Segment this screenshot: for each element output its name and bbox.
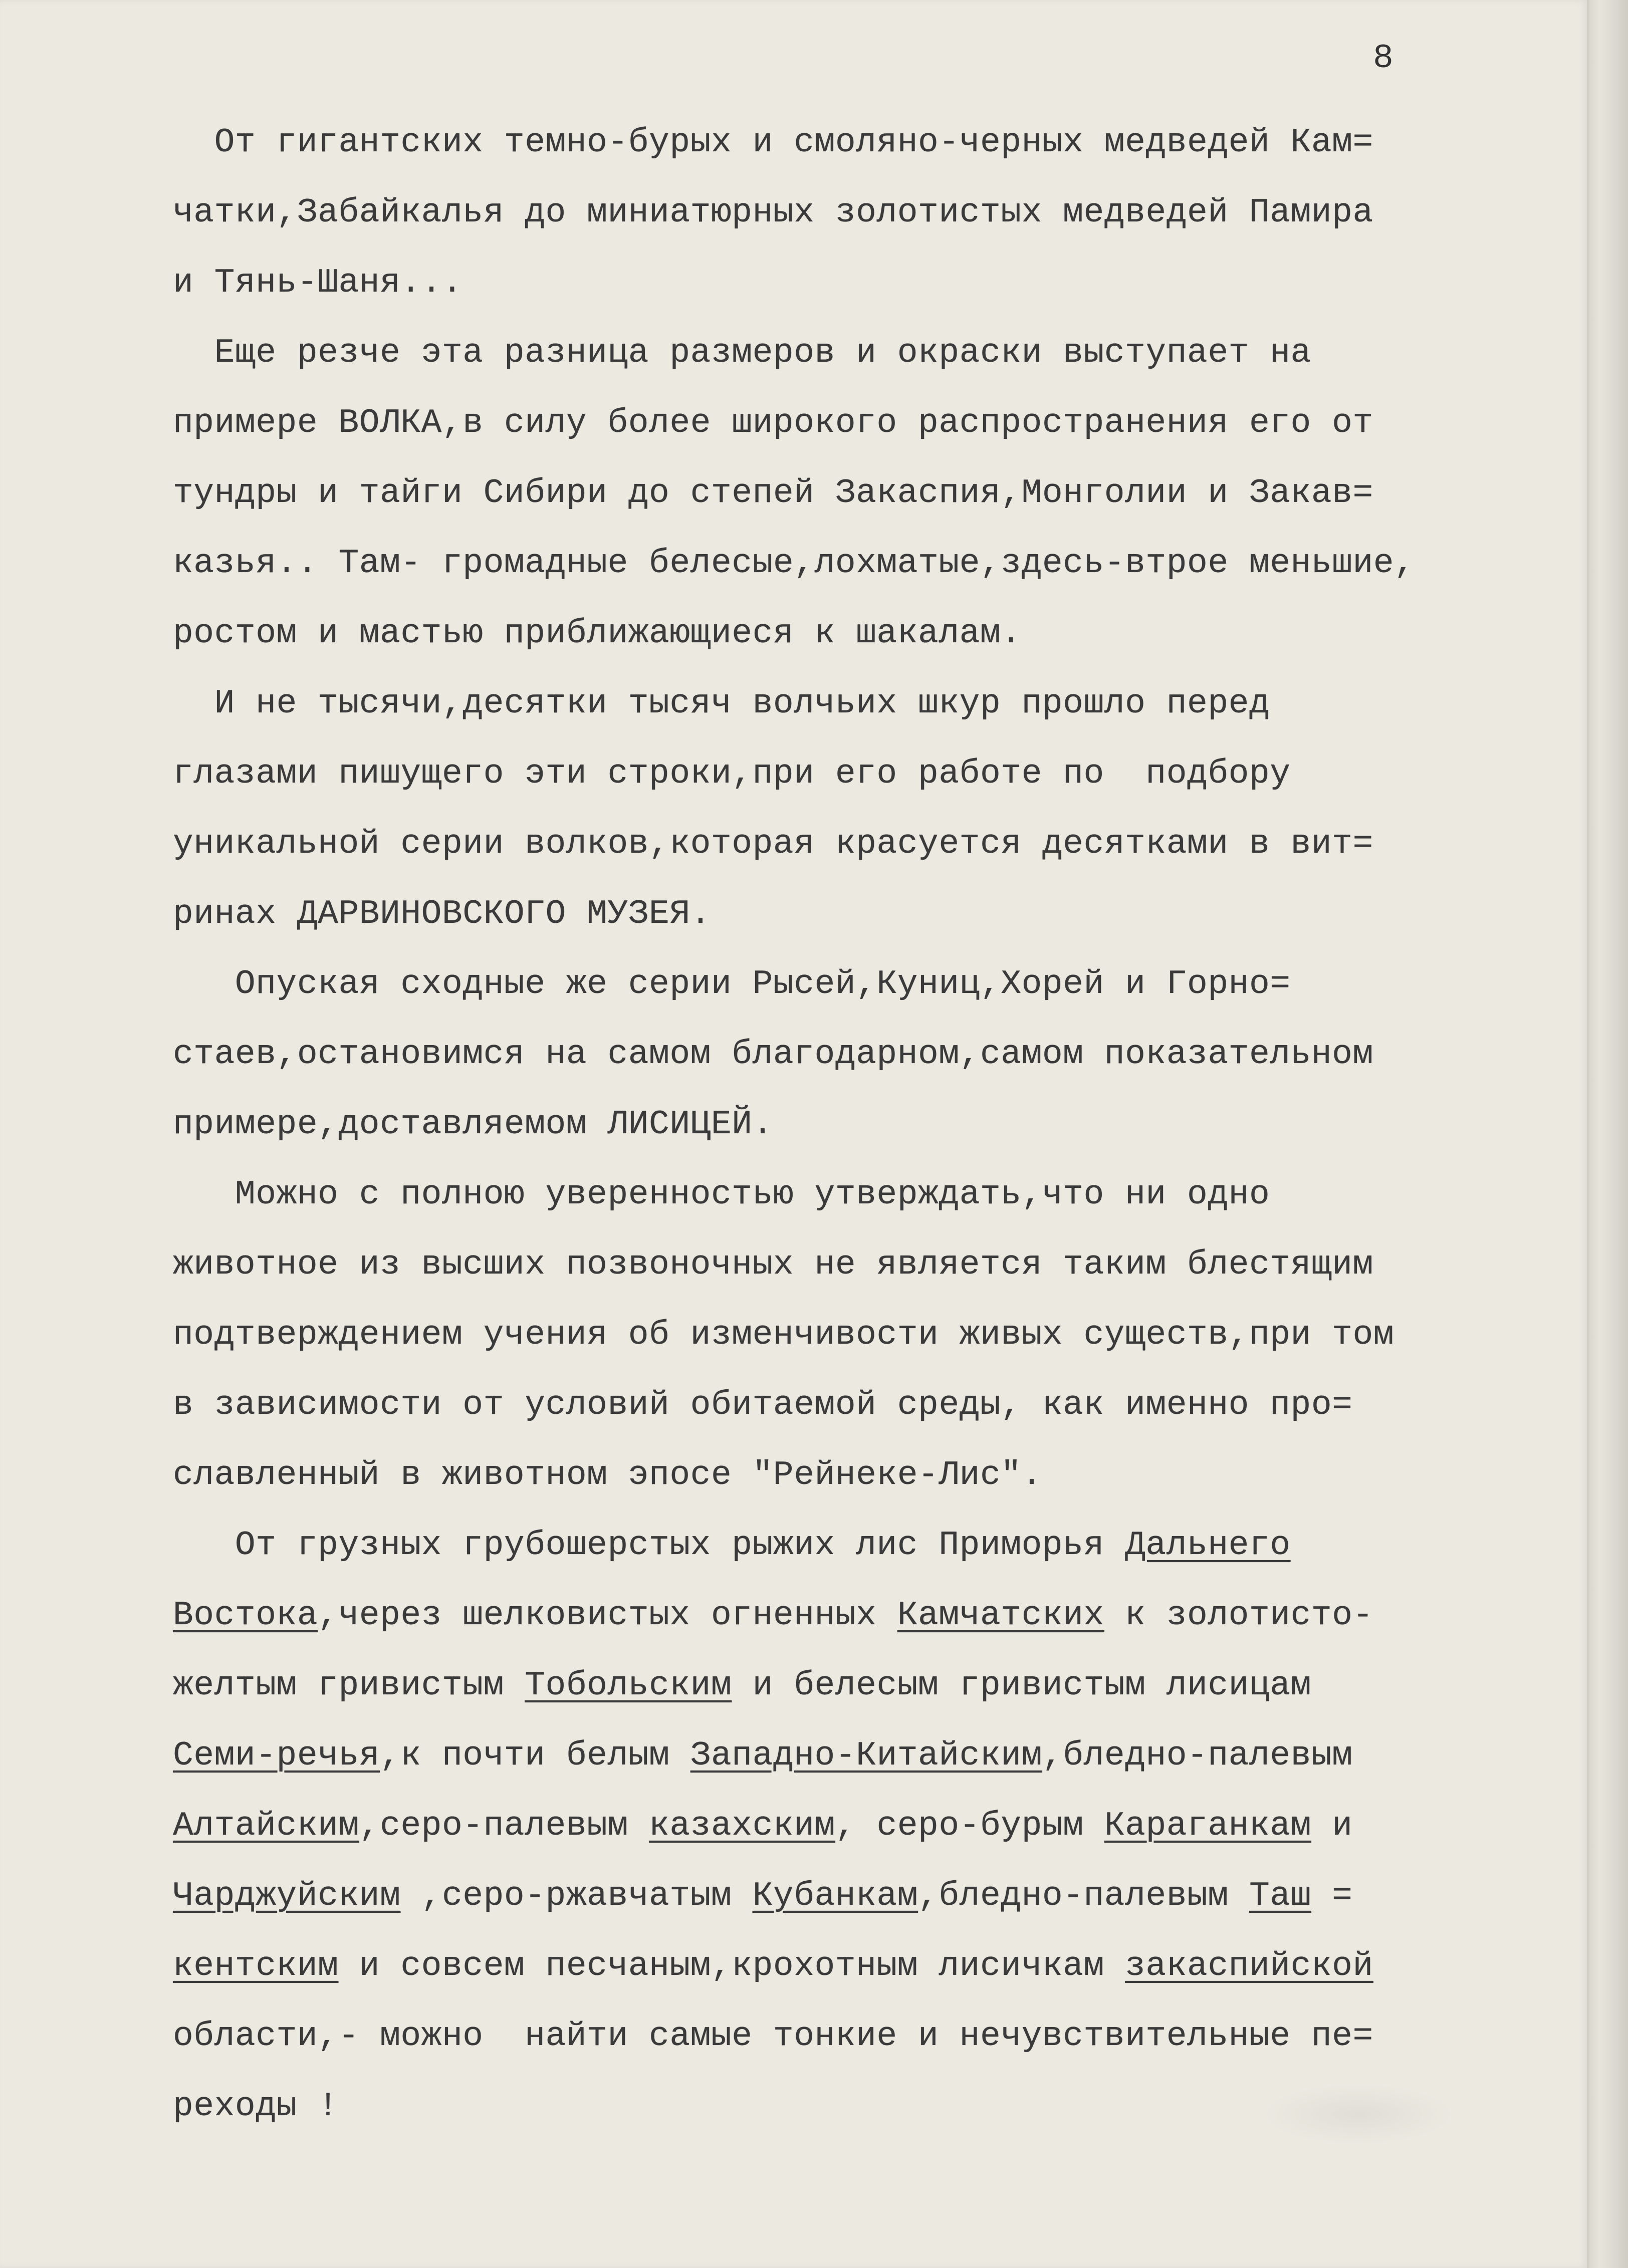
text-segment: ,бледно-палевым — [1042, 1736, 1353, 1775]
text-segment: и — [1311, 1807, 1353, 1845]
text-segment: От грузных грубошерстых рыжих лис Приморья — [173, 1526, 1125, 1565]
underlined-place-name: Кубанкам — [752, 1877, 918, 1915]
text-segment: Можно с полною уверенностью утверждать,что ни одно — [173, 1175, 1270, 1214]
text-segment: ,серо-палевым — [359, 1807, 649, 1845]
text-line — [173, 879, 1476, 949]
page-number: 8 — [1373, 39, 1393, 78]
text-line — [173, 809, 1476, 879]
underlined-place-name: Камчатских — [897, 1596, 1104, 1635]
underlined-place-name: кентским — [173, 1947, 339, 1985]
text-line — [173, 1230, 1476, 1300]
text-segment: уникальной серии волков,которая красуется десятками в вит= — [173, 825, 1373, 863]
text-line — [173, 1020, 1476, 1090]
text-segment: животное из высших позвоночных не является таким блестящим — [173, 1245, 1373, 1284]
underlined-place-name: Чарджуйским — [173, 1877, 401, 1915]
text-line — [173, 1651, 1476, 1721]
text-line — [173, 1370, 1476, 1440]
text-line — [173, 949, 1476, 1020]
text-line — [173, 248, 1476, 318]
underlined-place-name: Алтайским — [173, 1807, 359, 1845]
text-line — [173, 1090, 1476, 1160]
text-segment: Еще резче эта разница размеров и окраски выступает на — [173, 334, 1311, 372]
text-line — [173, 1721, 1476, 1791]
text-line — [173, 1931, 1476, 2001]
text-line — [173, 2001, 1476, 2072]
underlined-place-name: Дальнего — [1125, 1526, 1291, 1565]
text-line — [173, 1300, 1476, 1370]
text-line — [173, 669, 1476, 739]
text-line — [173, 458, 1476, 529]
text-segment: тундры и тайги Сибири до степей Закаспия,Монголии и Закав= — [173, 474, 1373, 513]
text-line — [173, 1440, 1476, 1510]
text-line — [173, 178, 1476, 248]
text-segment: в зависимости от условий обитаемой среды, как именно про= — [173, 1386, 1353, 1424]
text-segment: примере,доставляемом ЛИСИЦЕЙ. — [173, 1105, 773, 1144]
text-segment: От гигантских темно-бурых и смоляно-черных медведей Кам= — [173, 123, 1373, 162]
text-segment: , серо-бурым — [835, 1807, 1104, 1845]
underlined-place-name: Востока — [173, 1596, 318, 1635]
text-line — [173, 599, 1476, 669]
text-line — [173, 529, 1476, 599]
text-segment: области,- можно найти самые тонкие и нечувствительные пе= — [173, 2017, 1373, 2056]
text-segment: и белесым гривистым лисицам — [732, 1666, 1311, 1705]
text-segment: глазами пишущего эти строки,при его работе по подбору — [173, 754, 1291, 793]
text-line — [173, 388, 1476, 458]
text-line — [173, 318, 1476, 388]
text-line — [173, 108, 1476, 178]
text-segment: и Тянь-Шаня... — [173, 264, 463, 302]
text-segment: славленный в животном эпосе "Рейнеке-Лис". — [173, 1456, 1042, 1494]
text-segment: стаев,остановимся на самом благодарном,самом показательном — [173, 1035, 1373, 1074]
text-segment: И не тысячи,десятки тысяч волчьих шкур прошло перед — [173, 684, 1270, 723]
underlined-place-name: казахским — [649, 1807, 835, 1845]
text-line — [173, 2072, 1476, 2142]
text-segment: реходы ! — [173, 2087, 339, 2126]
underlined-place-name: Караганкам — [1104, 1807, 1311, 1845]
underlying-pages-edge — [1588, 0, 1628, 2268]
typewritten-body — [173, 108, 1476, 2142]
text-segment: подтверждением учения об изменчивости живых существ,при том — [173, 1316, 1394, 1354]
text-segment: = — [1311, 1877, 1353, 1915]
text-line — [173, 1581, 1476, 1651]
text-segment: ,бледно-палевым — [918, 1877, 1249, 1915]
text-segment: примере ВОЛКА,в силу более широкого распространения его от — [173, 404, 1373, 442]
text-segment: к золотисто- — [1104, 1596, 1373, 1635]
text-line — [173, 1160, 1476, 1230]
text-segment: и совсем песчаным,крохотным лисичкам — [338, 1947, 1125, 1985]
text-segment: ,через шелковистых огненных — [318, 1596, 897, 1635]
text-segment: чатки,Забайкалья до миниатюрных золотистых медведей Памира — [173, 193, 1373, 232]
text-line — [173, 739, 1476, 809]
text-line — [173, 1791, 1476, 1861]
text-segment: казья.. Там- громадные белесые,лохматые,здесь-втрое меньшие, — [173, 544, 1415, 583]
text-segment: Опуская сходные же серии Рысей,Куниц,Хорей и Горно= — [173, 965, 1291, 1003]
text-line — [173, 1510, 1476, 1581]
text-segment: ,к почти белым — [380, 1736, 690, 1775]
underlined-place-name: Таш — [1249, 1877, 1311, 1915]
underlined-place-name: Тобольским — [525, 1666, 732, 1705]
text-segment: желтым гривистым — [173, 1666, 525, 1705]
text-line — [173, 1861, 1476, 1931]
text-segment: ростом и мастью приближающиеся к шакалам. — [173, 614, 1022, 653]
text-segment: ринах ДАРВИНОВСКОГО МУЗЕЯ. — [173, 895, 711, 933]
text-segment: ,серо-ржавчатым — [400, 1877, 753, 1915]
underlined-place-name: Семи-речья — [173, 1736, 380, 1775]
underlined-place-name: Западно-Китайским — [690, 1736, 1042, 1775]
underlined-place-name: закаспийской — [1125, 1947, 1373, 1985]
